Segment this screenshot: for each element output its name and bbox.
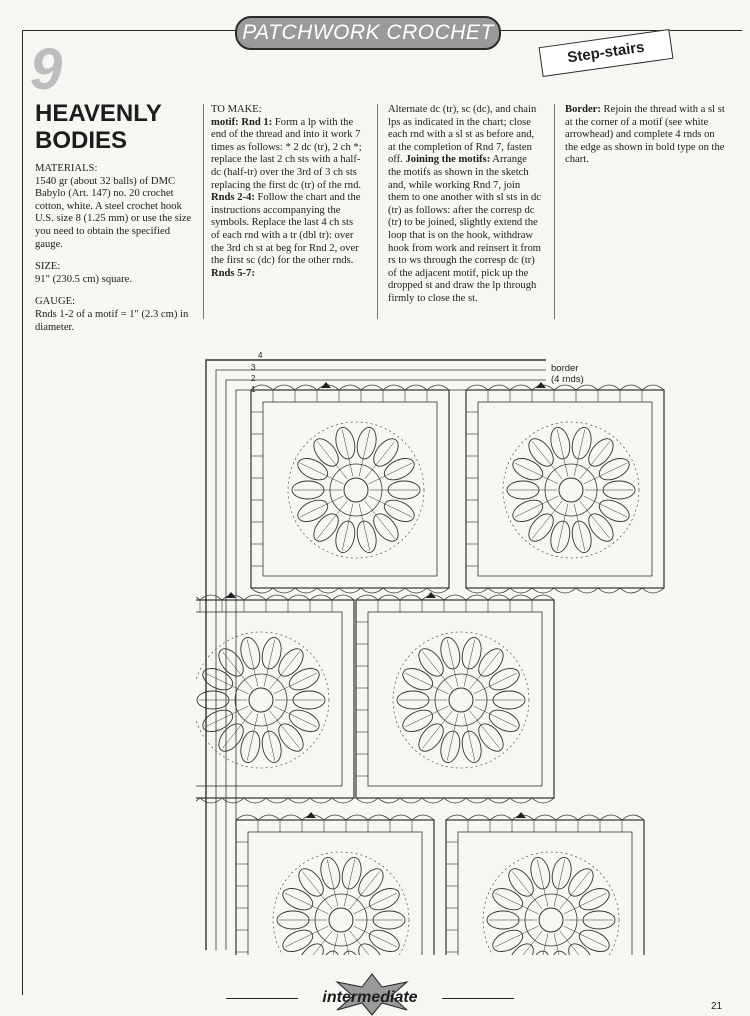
edge-scallop [488,798,510,803]
flower-petal [528,949,553,955]
petal-stitch [512,931,542,955]
edge-scallop [332,595,354,600]
size-text: 91" (230.5 cm) square. [35,273,132,285]
title-line-1: HEAVENLY [35,100,162,127]
rnds24-text: Follow the chart and the instructions accompanying the symbols. Replace the last 4 ch sts of each rnd with a tr (dbl tr): over the 3rd ch st at beg for Rnd 2, over the first sc (dc) for the other rnds. [211,192,361,267]
petal-stitch [359,504,370,551]
petal-stitch [447,640,458,687]
materials-label: MATERIALS: [35,163,98,174]
rnds57-text: Alternate dc (tr), sc (dc), and chain lps as indicated in the chart; close each rnd with a sl st as before and, at the completion of Rnd 7, fasten off. [388,104,537,166]
edge-scallop [273,385,295,390]
border-text: Rejoin the thread with a sl st at the corner of a motif (see white arrowhead) and complete 4 rnds on the edge as shown in bold type on the chart. [565,104,725,166]
edge-scallop [412,815,434,820]
edge-scallop [405,385,427,390]
edge-scallop [200,798,222,803]
edge-scallop [378,798,400,803]
petal-stitch [537,860,548,907]
flower-center [329,908,353,932]
edge-scallop [576,385,598,390]
edge-scallop [532,798,554,803]
petal-stitch [359,430,370,477]
motif-frame [236,820,434,955]
difficulty-badge: intermediate [322,989,418,1006]
motif-frame [466,390,664,588]
edge-scallop [620,588,642,593]
border-round [216,370,546,950]
border-round [226,380,546,950]
left-margin-rule [22,30,23,995]
edge-scallop [196,798,200,803]
motif-frame [196,600,354,798]
edge-scallop [405,588,427,593]
motif-frame [251,390,449,588]
edge-scallop [642,588,664,593]
petal-stitch [574,430,585,477]
edge-scallop [532,588,554,593]
edge-scallop [598,385,620,390]
edge-scallop [427,588,449,593]
edge-scallop [446,815,468,820]
petal-stitch [327,860,338,907]
edge-scallop [222,798,244,803]
edge-scallop [273,588,295,593]
materials-text: 1540 gr (about 32 balls) of DMC Babylo (Art. 147) no. 20 crochet cotton, white. A steel crochet hook U.S. size 8 (1.25 mm) or use the size you need to obtain the specified gauge. [35,175,192,250]
edge-scallop [236,815,258,820]
edge-scallop [332,798,354,803]
petal-stitch [554,860,565,907]
column-divider [203,104,204,319]
edge-scallop [244,798,266,803]
edge-scallop [510,798,532,803]
size-block [35,261,193,286]
flower-petal [339,949,364,955]
edge-scallop [444,595,466,600]
motif-inner-frame [368,612,542,786]
edge-scallop [510,588,532,593]
motif-frame [356,600,554,798]
rnd1-heading: Rnd 1: [241,116,273,128]
motif-frame [446,820,644,955]
edge-scallop [578,815,600,820]
flower-center [559,478,583,502]
edge-scallop [356,798,378,803]
edge-scallop [400,595,422,600]
petal-stitch [302,931,332,955]
edge-scallop [466,595,488,600]
edge-scallop [288,595,310,600]
petal-stitch [342,504,353,551]
rnds57-heading: Rnds 5-7: [211,267,255,279]
edge-scallop [466,385,488,390]
title-line-2: BODIES [35,127,128,154]
flower-center [344,478,368,502]
footer-rule-right [442,998,514,999]
petal-stitch [557,504,568,551]
edge-scallop [368,815,390,820]
border-heading: Border: [565,104,601,115]
flower-center [249,688,273,712]
edge-scallop [427,385,449,390]
edge-scallop [346,815,368,820]
flower-petal [549,949,574,955]
edge-scallop [378,595,400,600]
petal-stitch [247,714,258,761]
edge-scallop [556,815,578,820]
edge-scallop [317,588,339,593]
edge-scallop [622,815,644,820]
edge-scallop [488,385,510,390]
petal-stitch [247,640,258,687]
petal-stitch [344,860,355,907]
petal-stitch [560,931,590,955]
border-note-line-2: (4 rnds) [551,374,584,385]
gauge-label: GAUGE: [35,296,76,308]
section-banner: PATCHWORK CROCHET [235,16,501,50]
category-tag: Step-stairs [539,29,674,77]
rnd1-text: Form a lp with the end of the thread and into it work 7 times as follows: * 2 dc (tr), 2 ch *; replace the last 2 ch sts with a half-dc (half-tr) over the 3rd of 3 ch sts replacing the first dc (tr) of the rnd. [211,116,362,191]
edge-scallop [534,815,556,820]
edge-scallop [422,798,444,803]
gauge-block [35,296,193,334]
flower-petal [279,926,316,955]
crochet-chart-diagram [196,350,672,955]
instructions-column-1 [211,104,364,280]
petal-stitch [350,931,380,955]
edge-scallop [244,595,266,600]
edge-scallop [554,588,576,593]
petal-stitch [574,504,585,551]
edge-scallop [488,588,510,593]
page-number: 21 [711,1001,723,1012]
flower-center [539,908,563,932]
flower-outline [483,852,619,955]
edge-scallop [251,588,273,593]
flower-petal [576,926,613,955]
edge-scallop [390,815,412,820]
edge-scallop [356,595,378,600]
edge-scallop [490,815,512,820]
motif-inner-frame [478,402,652,576]
petal-stitch [464,640,475,687]
edge-scallop [339,588,361,593]
petal-stitch [264,714,275,761]
edge-scallop [200,595,222,600]
column-divider [377,104,378,319]
crochet-chart [196,350,672,955]
size-label: SIZE: [35,261,61,273]
pattern-title [35,100,195,154]
edge-scallop [466,798,488,803]
edge-scallop [444,798,466,803]
rnds24-heading: Rnds 2-4: [211,192,255,204]
petal-stitch [342,430,353,477]
motif-inner-frame [263,402,437,576]
flower-center [449,688,473,712]
edge-scallop [310,595,332,600]
gauge-text: Rnds 1-2 of a motif = 1" (2.3 cm) in diameter. [35,308,189,333]
edge-scallop [466,588,488,593]
joining-heading: Joining the motifs: [405,154,491,166]
edge-scallop [361,385,383,390]
edge-scallop [642,385,664,390]
edge-scallop [295,385,317,390]
edge-scallop [288,798,310,803]
specs-column [35,163,193,344]
footer-rule-left [226,998,298,999]
edge-scallop [295,588,317,593]
edge-scallop [196,595,200,600]
petal-stitch [264,640,275,687]
edge-scallop [488,595,510,600]
petal-stitch [464,714,475,761]
edge-scallop [266,595,288,600]
motif-heading: motif: [211,116,239,128]
to-make-label: TO MAKE: [211,104,262,115]
instructions-column-3 [565,104,725,167]
column-divider [554,104,555,319]
corner-round-label: 3 [251,363,256,372]
flower-outline [273,852,409,955]
edge-scallop [510,385,532,390]
petal-stitch [557,430,568,477]
edge-scallop [258,815,280,820]
petal-stitch [447,714,458,761]
edge-scallop [400,798,422,803]
edge-scallop [361,588,383,593]
edge-scallop [510,595,532,600]
materials-block [35,163,193,251]
flower-petal [318,949,343,955]
edge-scallop [324,815,346,820]
edge-scallop [468,815,490,820]
instructions-column-2 [388,104,541,306]
edge-scallop [339,385,361,390]
edge-scallop [383,385,405,390]
edge-scallop [310,798,332,803]
border-note-line-1: border [551,363,579,374]
corner-round-label: 2 [251,374,256,383]
flower-petal [366,926,403,955]
joining-text: Arrange the motifs as shown in the sketch and, while working Rnd 7, join them to one another with sl sts in dc (tr) as follows: after the corresp dc (tr) to be joined, slightly extend the loop that is on the hook, withdraw hook from work and reinsert it from rs to ws through the corresp dc (tr) of the adjacent motif, pick up the dropped st and draw the lp through firmly to close the st. [388,154,541,304]
edge-scallop [600,815,622,820]
corner-round-label: 1 [251,385,256,394]
corner-round-label: 4 [258,351,263,360]
edge-scallop [532,595,554,600]
edge-scallop [383,588,405,593]
edge-scallop [576,588,598,593]
edge-scallop [620,385,642,390]
border-note [551,363,611,385]
border-round [236,390,546,950]
edge-scallop [266,798,288,803]
edge-scallop [598,588,620,593]
pattern-number: 9 [30,37,63,102]
flower-petal [489,926,526,955]
edge-scallop [554,385,576,390]
edge-scallop [280,815,302,820]
